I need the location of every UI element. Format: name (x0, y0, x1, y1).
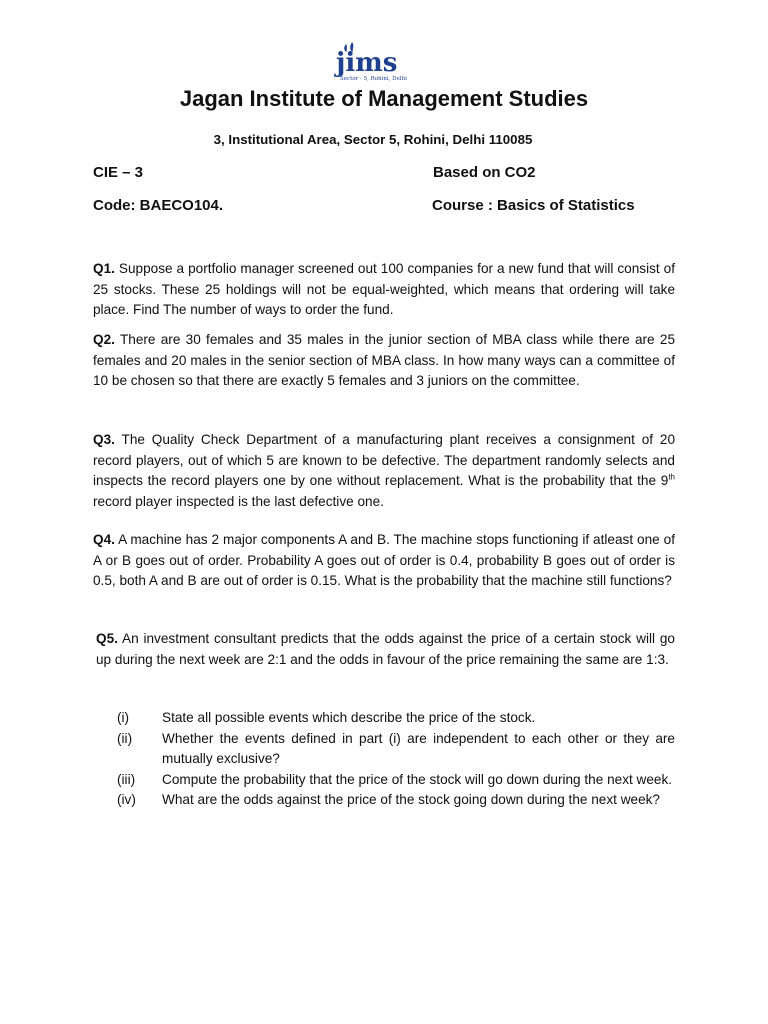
ordinal-superscript: th (668, 472, 675, 482)
subpart-item (93, 790, 675, 811)
subpart-text: Whether the events defined in part (i) are independent to each other or they are mutually exclusive? (162, 730, 675, 767)
subpart-item (93, 729, 675, 770)
question-label: Q5. (96, 631, 118, 646)
question-5 (96, 629, 675, 670)
subpart-number: (iv) (117, 792, 136, 808)
subpart-number: (i) (117, 710, 130, 725)
course-outcome: Based on CO2 (433, 164, 536, 181)
question-label: Q3. (93, 432, 115, 447)
question-text-cont: record player inspected is the last defective one. (93, 493, 384, 509)
exam-label: CIE – 3 (93, 164, 144, 181)
question-1 (93, 259, 675, 321)
svg-text:jims: jims (336, 48, 398, 78)
question-3 (93, 430, 675, 512)
institute-title: Jagan Institute of Management Studies (179, 86, 589, 111)
question-text: An investment consultant predicts that the odds against the price of a certain stock will go up during the next week are 2:1 and the odds in favour of the price remaining the same are 1:3. (96, 631, 675, 667)
subpart-text: State all possible events which describe the price of the stock. (162, 710, 536, 725)
question-label: Q2. (93, 332, 115, 347)
question-4 (93, 530, 675, 592)
subpart-number: (ii) (117, 730, 133, 746)
question-label: Q1. (93, 261, 115, 276)
question-text: Suppose a portfolio manager screened out 100 companies for a new fund that will consist of 25 stocks. These 25 holdings will not be equal-weighted, which means that ordering will take place. Find The number of ways to order the fund. (93, 261, 675, 318)
subpart-item (93, 770, 675, 791)
question-2 (93, 330, 675, 392)
question-text: There are 30 females and 35 males in the junior section of MBA class while there are 25 females and 20 males in the senior section of MBA class. In how many ways can a committee of 10 be chosen so that there are exactly 5 females and 3 juniors on the committee. (93, 332, 676, 389)
subpart-text: Compute the probability that the price of the stock will go down during the next week. (162, 771, 673, 787)
question-label: Q4. (93, 532, 115, 547)
question-text: The Quality Check Department of a manufacturing plant receives a consignment of 20 record players, out of which 5 are known to be defective. The department randomly selects and inspects the record players one by one without replacement. What is the probability that the 9 (93, 432, 675, 489)
subpart-item (93, 708, 675, 729)
institute-address: 3, Institutional Area, Sector 5, Rohini, Delhi 110085 (213, 132, 533, 147)
subpart-number: (iii) (117, 771, 136, 787)
course-code: Code: BAECO104. (93, 197, 224, 214)
jims-logo (334, 42, 434, 84)
svg-text:Sector - 5, Rohini, Delhi: Sector - 5, Rohini, Delhi (340, 76, 407, 82)
subpart-text: What are the odds against the price of the stock going down during the next week? (162, 792, 660, 808)
question-5-subparts (93, 708, 675, 811)
course-name: Course : Basics of Statistics (432, 197, 635, 214)
question-text: A machine has 2 major components A and B. The machine stops functioning if atleast one of A or B goes out of order. Probability A goes out of order is 0.4, probability B goes out of order is 0.5, both A and B are out of order is 0.15. What is the probability that the machine still functions? (93, 532, 675, 589)
